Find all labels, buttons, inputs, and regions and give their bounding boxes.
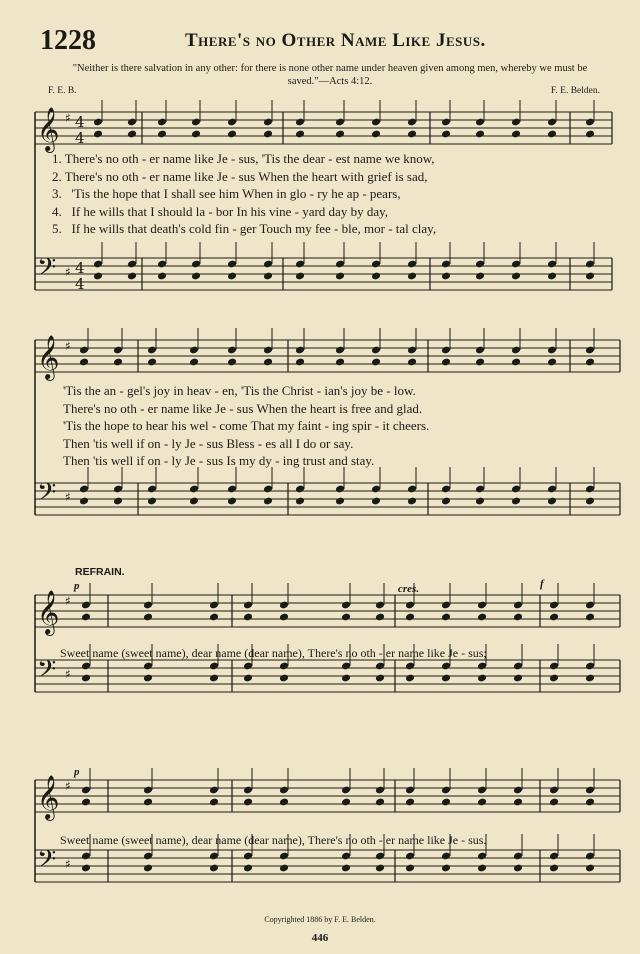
note-head: [243, 864, 253, 873]
note-head: [243, 798, 253, 807]
treble-clef-icon: 𝄞: [37, 335, 60, 379]
note-head: [585, 798, 595, 807]
note-head: [295, 130, 305, 139]
note-head: [585, 358, 595, 367]
note-head: [441, 497, 451, 506]
treble-clef-icon: 𝄞: [37, 107, 60, 151]
note-head: [335, 358, 345, 367]
refrain-lyrics-1: Sweet name (sweet name), dear name (dear name), There's no oth - er name like Je - sus;: [60, 646, 487, 660]
key-signature-sharp-icon: ♯: [65, 265, 71, 279]
note-head: [511, 497, 521, 506]
note-head: [477, 864, 487, 873]
note-head: [549, 613, 559, 622]
note-head: [279, 613, 289, 622]
note-head: [513, 864, 523, 873]
verse-3-line-2: 'Tis the hope to hear his wel - come That my faint - ing spir - it cheers.: [63, 418, 430, 433]
note-head: [441, 358, 451, 367]
time-signature-bottom: 4: [75, 129, 85, 147]
bass-clef-icon: 𝄢: [37, 655, 57, 690]
note-head: [189, 497, 199, 506]
note-head: [341, 798, 351, 807]
note-head: [279, 674, 289, 683]
note-head: [143, 674, 153, 683]
note-head: [191, 272, 201, 281]
note-head: [441, 798, 451, 807]
bass-staff: [35, 483, 620, 515]
note-head: [585, 674, 595, 683]
note-head: [585, 130, 595, 139]
page-number: 446: [311, 932, 329, 944]
note-head: [263, 358, 273, 367]
note-head: [407, 358, 417, 367]
verse-5-line-1: 5. If he wills that death's cold fin - ger Touch my fee - ble, mor - tal clay,: [52, 221, 437, 236]
key-signature-sharp-icon: ♯: [65, 490, 71, 504]
note-head: [93, 130, 103, 139]
note-head: [263, 272, 273, 281]
note-head: [511, 358, 521, 367]
verses-line-1: [52, 150, 436, 238]
dynamic-crescendo: cres.: [398, 583, 420, 595]
refrain-label: REFRAIN.: [75, 566, 125, 578]
note-head: [279, 798, 289, 807]
note-head: [405, 613, 415, 622]
verse-3-line-1: 3. 'Tis the hope that I shall see him When in glo - ry he ap - pears,: [52, 186, 401, 201]
bass-staff: [35, 850, 620, 882]
scripture-quote: "Neither is there salvation in any other: for there is none other name under heaven given among men, whereby we must be saved."—Acts 4:12.: [72, 63, 588, 87]
key-signature-sharp-icon: ♯: [65, 857, 71, 871]
note-head: [547, 358, 557, 367]
note-head: [79, 497, 89, 506]
note-head: [209, 798, 219, 807]
note-head: [113, 358, 123, 367]
note-head: [477, 674, 487, 683]
note-head: [585, 613, 595, 622]
dynamic-piano-1: p: [74, 580, 80, 592]
treble-clef-icon: 𝄞: [37, 590, 60, 634]
verse-2-line-1: 2. There's no oth - er name like Je - sus When the heart with grief is sad,: [52, 168, 428, 184]
verse-1-line-1: 1. There's no oth - er name like Je - sus, 'Tis the dear - est name we know,: [52, 151, 435, 166]
note-head: [81, 613, 91, 622]
note-head: [191, 130, 201, 139]
note-head: [441, 130, 451, 139]
note-head: [295, 497, 305, 506]
note-head: [341, 613, 351, 622]
note-head: [341, 864, 351, 873]
refrain-lyrics-2: Sweet name (sweet name), dear name (dear name), There's no oth - er name like Je - sus.: [60, 833, 487, 847]
note-head: [341, 674, 351, 683]
note-head: [263, 497, 273, 506]
note-head: [547, 130, 557, 139]
note-head: [127, 272, 137, 281]
note-head: [549, 674, 559, 683]
treble-staff: [35, 595, 620, 627]
note-head: [371, 272, 381, 281]
note-head: [147, 358, 157, 367]
note-head: [157, 130, 167, 139]
bass-clef-icon: 𝄢: [37, 845, 57, 880]
verse-4-line-2: Then 'tis well if on - ly Je - sus Bless - es all I do or say.: [63, 435, 354, 451]
time-signature-bottom: 4: [75, 275, 85, 293]
note-head: [585, 272, 595, 281]
note-head: [547, 497, 557, 506]
note-head: [547, 272, 557, 281]
note-head: [93, 272, 103, 281]
time-signature-top: 4: [75, 259, 85, 277]
note-head: [81, 798, 91, 807]
note-head: [407, 130, 417, 139]
note-head: [335, 497, 345, 506]
note-head: [143, 864, 153, 873]
note-head: [127, 130, 137, 139]
note-head: [335, 272, 345, 281]
note-head: [79, 358, 89, 367]
note-head: [157, 272, 167, 281]
treble-staff: [35, 112, 612, 144]
key-signature-sharp-icon: ♯: [65, 667, 71, 681]
music-credit: F. E. Belden.: [550, 86, 600, 96]
hymn-title: There's no Other Name Like Jesus.: [185, 30, 486, 51]
bass-staff: [35, 660, 620, 692]
note-head: [475, 358, 485, 367]
treble-staff: [35, 780, 620, 812]
note-head: [441, 613, 451, 622]
key-signature-sharp-icon: ♯: [65, 779, 71, 793]
note-head: [335, 130, 345, 139]
note-head: [113, 497, 123, 506]
copyright-notice: Copyrighted 1886 by F. E. Belden.: [264, 915, 376, 924]
note-head: [227, 358, 237, 367]
note-head: [405, 864, 415, 873]
note-head: [405, 674, 415, 683]
verse-4-line-1: 4. If he wills that I should la - bor In his vine - yard day by day,: [52, 203, 389, 219]
note-head: [209, 613, 219, 622]
note-head: [243, 613, 253, 622]
note-head: [477, 613, 487, 622]
note-head: [405, 798, 415, 807]
verses-line-2: [63, 382, 429, 470]
note-head: [441, 674, 451, 683]
note-head: [371, 130, 381, 139]
note-head: [279, 864, 289, 873]
note-head: [375, 613, 385, 622]
note-head: [227, 272, 237, 281]
words-credit: F. E. B.: [48, 86, 77, 96]
note-head: [371, 358, 381, 367]
note-head: [209, 864, 219, 873]
note-head: [511, 130, 521, 139]
note-head: [243, 674, 253, 683]
note-head: [375, 798, 385, 807]
note-head: [407, 272, 417, 281]
verse-2-line-2: There's no oth - er name like Je - sus When the heart is free and glad.: [63, 400, 423, 416]
bass-clef-icon: 𝄢: [37, 478, 57, 513]
key-signature-sharp-icon: ♯: [65, 111, 71, 125]
dynamic-piano-2: p: [74, 766, 80, 778]
note-head: [295, 358, 305, 367]
note-head: [81, 674, 91, 683]
bass-staff: [35, 258, 612, 290]
note-head: [441, 272, 451, 281]
note-head: [585, 864, 595, 873]
bass-clef-icon: 𝄢: [37, 253, 57, 288]
treble-staff: [35, 340, 620, 372]
verse-5-line-2: Then 'tis well if on - ly Je - sus Is my dy - ing trust and stay.: [63, 453, 375, 468]
note-head: [549, 864, 559, 873]
note-head: [227, 130, 237, 139]
time-signature-top: 4: [75, 113, 85, 131]
note-head: [513, 798, 523, 807]
note-head: [475, 497, 485, 506]
note-head: [475, 130, 485, 139]
note-head: [209, 674, 219, 683]
verse-1-line-2: 'Tis the an - gel's joy in heav - en, 'Tis the Christ - ian's joy be - low.: [63, 383, 416, 398]
note-head: [371, 497, 381, 506]
note-head: [477, 798, 487, 807]
dynamic-forte: f: [540, 578, 544, 590]
key-signature-sharp-icon: ♯: [65, 339, 71, 353]
key-signature-sharp-icon: ♯: [65, 594, 71, 608]
note-head: [513, 674, 523, 683]
note-head: [475, 272, 485, 281]
note-head: [227, 497, 237, 506]
note-head: [147, 497, 157, 506]
note-head: [81, 864, 91, 873]
note-head: [143, 798, 153, 807]
note-head: [375, 674, 385, 683]
note-head: [511, 272, 521, 281]
note-head: [189, 358, 199, 367]
note-head: [441, 864, 451, 873]
note-head: [549, 798, 559, 807]
note-head: [513, 613, 523, 622]
note-head: [143, 613, 153, 622]
note-head: [295, 272, 305, 281]
note-head: [375, 864, 385, 873]
hymn-number: 1228: [40, 25, 96, 56]
note-head: [585, 497, 595, 506]
note-head: [407, 497, 417, 506]
treble-clef-icon: 𝄞: [37, 775, 60, 819]
note-head: [263, 130, 273, 139]
